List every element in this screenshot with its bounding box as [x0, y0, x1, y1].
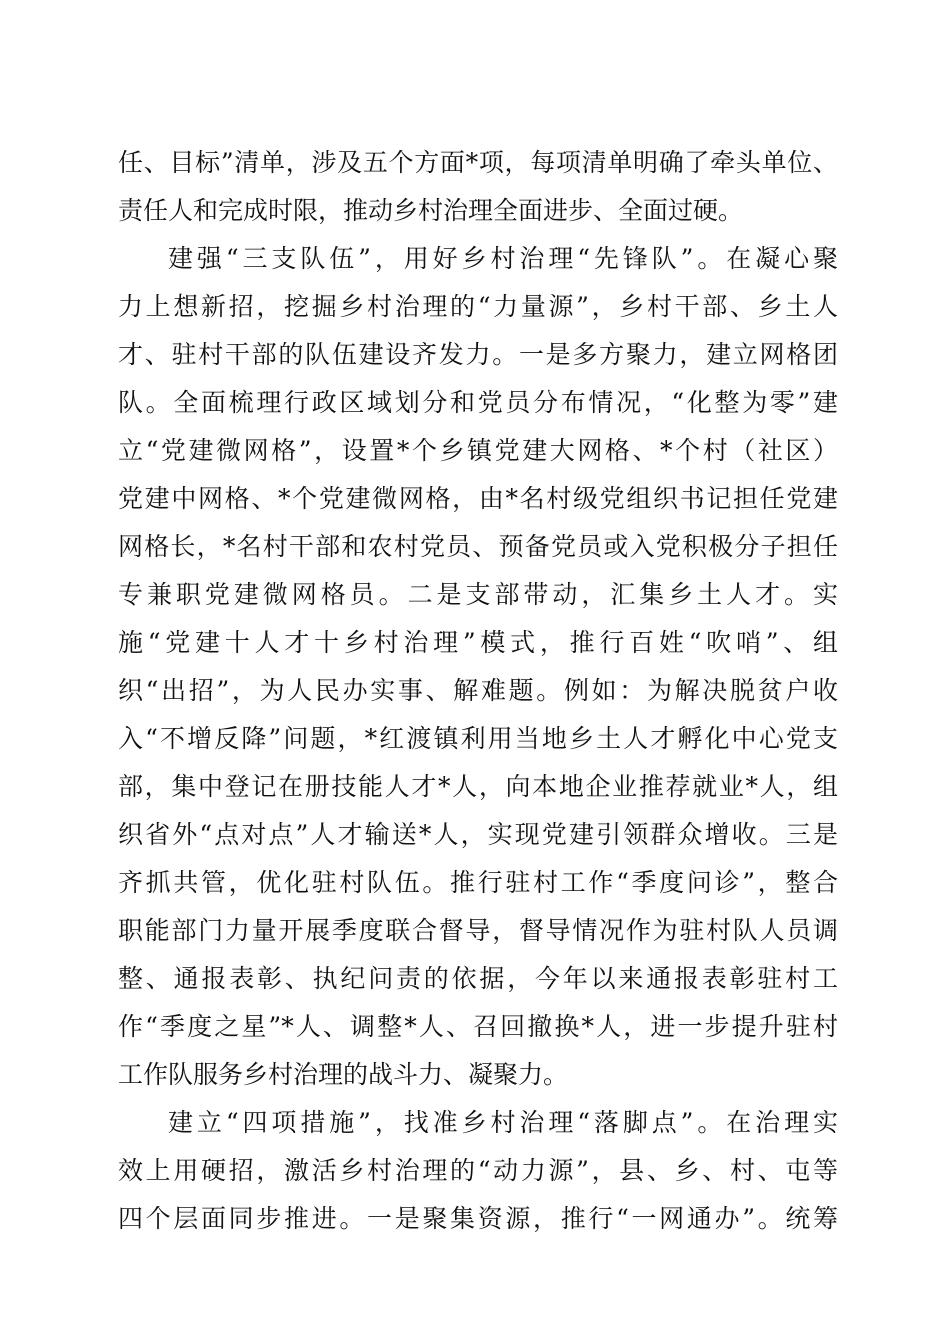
text-line: 网格长，*名村干部和农村党员、预备党员或入党积极分子担任: [118, 532, 838, 561]
paragraph-heading-line: 建立“四项措施”，找准乡村治理“落脚点”。在治理实: [168, 1108, 838, 1137]
text-line: 部，集中登记在册技能人才*人，向本地企业推荐就业*人，组: [118, 772, 838, 801]
text-line: 工作队服务乡村治理的战斗力、凝聚力。: [118, 1060, 569, 1089]
text-line: 入“不增反降”问题，*红渡镇利用当地乡土人才孵化中心党支: [118, 724, 838, 753]
text-line: 队。全面梳理行政区域划分和党员分布情况，“化整为零”建: [118, 388, 838, 417]
text-line: 作“季度之星”*人、调整*人、召回撤换*人，进一步提升驻村: [118, 1012, 838, 1041]
text-line: 施“党建十人才十乡村治理”模式，推行百姓“吹哨”、组: [118, 628, 838, 657]
text-line: 立“党建微网格”，设置*个乡镇党建大网格、*个村（社区）: [118, 436, 838, 465]
text-line: 整、通报表彰、执纪问责的依据，今年以来通报表彰驻村工: [118, 964, 838, 993]
paragraph-heading-line: 建强“三支队伍”，用好乡村治理“先锋队”。在凝心聚: [168, 244, 838, 273]
text-line: 党建中网格、*个党建微网格，由*名村级党组织书记担任党建: [118, 484, 838, 513]
text-line: 才、驻村干部的队伍建设齐发力。一是多方聚力，建立网格团: [118, 340, 838, 369]
text-line: 责任人和完成时限，推动乡村治理全面进步、全面过硬。: [118, 196, 744, 225]
text-line: 力上想新招，挖掘乡村治理的“力量源”，乡村干部、乡土人: [118, 292, 838, 321]
text-line: 职能部门力量开展季度联合督导，督导情况作为驻村队人员调: [118, 916, 838, 945]
text-line: 效上用硬招，激活乡村治理的“动力源”，县、乡、村、屯等: [118, 1156, 838, 1185]
text-line: 四个层面同步推进。一是聚集资源，推行“一网通办”。统筹: [118, 1204, 838, 1233]
text-line: 专兼职党建微网格员。二是支部带动，汇集乡土人才。实: [118, 580, 838, 609]
text-line: 织省外“点对点”人才输送*人，实现党建引领群众增收。三是: [118, 820, 838, 849]
text-line: 齐抓共管，优化驻村队伍。推行驻村工作“季度问诊”，整合: [118, 868, 838, 897]
text-line: 织“出招”，为人民办实事、解难题。例如：为解决脱贫户收: [118, 676, 838, 705]
text-line: 任、目标”清单，涉及五个方面*项，每项清单明确了牵头单位、: [118, 148, 838, 177]
